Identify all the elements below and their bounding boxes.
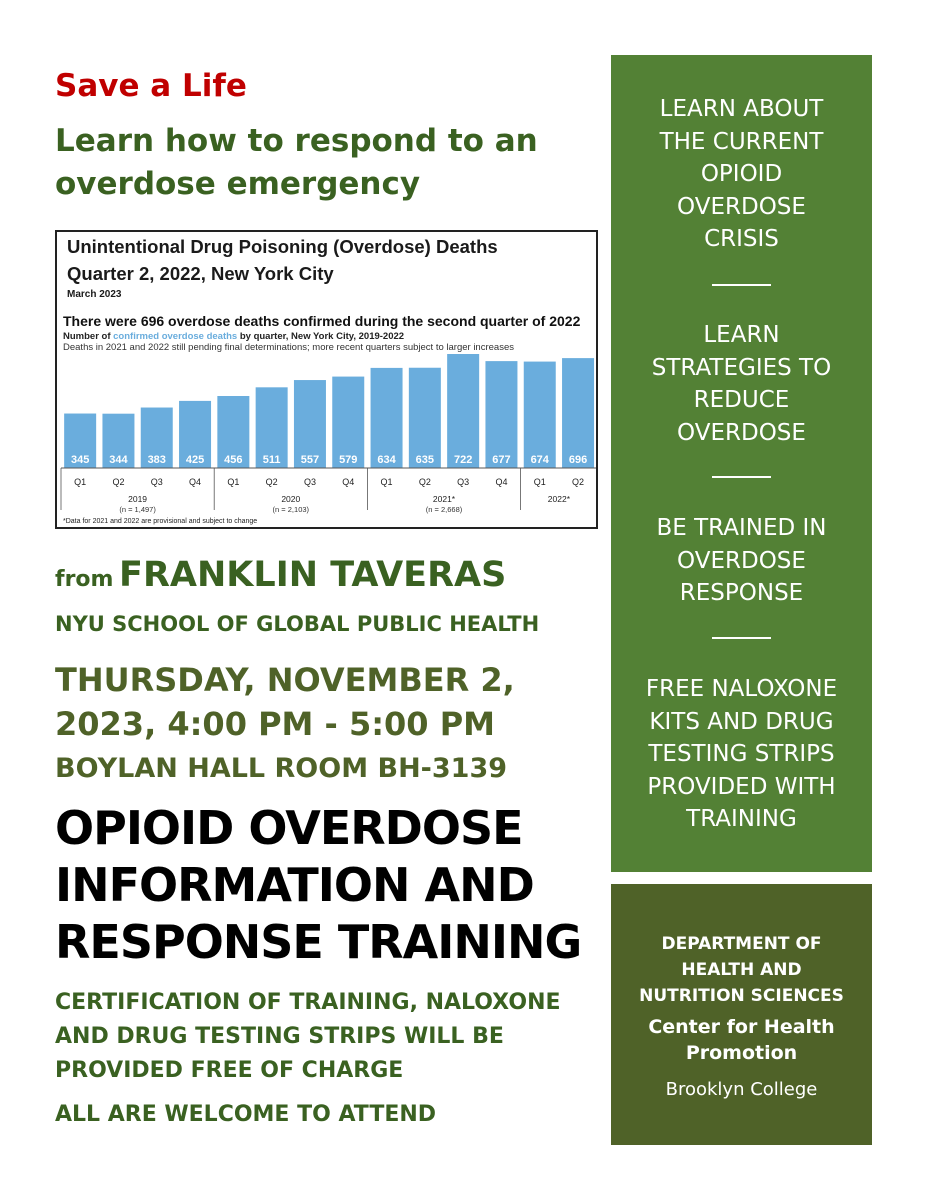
training-title — [55, 800, 615, 971]
panel-divider — [712, 476, 771, 478]
x-group-label: 2022* — [547, 494, 571, 504]
department-line: DEPARTMENT OF — [661, 934, 822, 954]
chart-bar — [524, 362, 556, 468]
subheadline — [55, 120, 575, 206]
chart-headline: There were 696 overdose deaths confirmed during the second quarter of 2022 — [63, 313, 581, 329]
x-group-total: (n = 2,103) — [272, 505, 310, 514]
bar-value-label: 456 — [224, 454, 243, 466]
topic-line: CRISIS — [704, 226, 779, 252]
chart-title: Unintentional Drug Poisoning (Overdose) Deaths — [67, 236, 498, 257]
training-title-line-3: RESPONSE TRAINING — [55, 915, 582, 969]
topic-line: REDUCE — [693, 387, 790, 413]
x-tick-label: Q3 — [457, 477, 470, 487]
x-tick-label: Q2 — [572, 477, 585, 487]
event-location: BOYLAN HALL ROOM BH-3139 — [55, 753, 508, 784]
bar-value-label: 345 — [70, 454, 90, 466]
x-tick-label: Q1 — [380, 477, 393, 487]
chart-bar — [409, 368, 441, 468]
x-tick-label: Q1 — [533, 477, 546, 487]
bar-value-label: 696 — [568, 454, 588, 466]
bar-value-label: 635 — [415, 454, 435, 466]
bar-value-label: 383 — [147, 454, 166, 466]
topic-line: TESTING STRIPS — [648, 741, 835, 767]
headline: Save a Life — [55, 68, 247, 104]
event-date-line-1: THURSDAY, NOVEMBER 2, — [55, 661, 515, 699]
topic-line: LEARN ABOUT — [659, 96, 824, 122]
bar-value-label: 722 — [453, 454, 473, 466]
topic-block-training — [611, 512, 872, 610]
department-line: NUTRITION SCIENCES — [639, 986, 844, 1006]
x-tick-label: Q2 — [112, 477, 125, 487]
bar-value-label: 634 — [377, 454, 396, 466]
certification-line-2: AND DRUG TESTING STRIPS WILL BE — [55, 1024, 504, 1049]
college-name: Brooklyn College — [665, 1079, 818, 1100]
topic-line: OVERDOSE — [677, 547, 806, 574]
chart-description-c: by quarter, New York City, 2019-2022 — [237, 331, 405, 342]
bar-value-label: 425 — [185, 454, 205, 466]
center-name — [611, 1014, 872, 1066]
topic-line: PROVIDED WITH — [647, 773, 836, 800]
x-group-label: 2021* — [432, 494, 456, 504]
bar-value-label: 677 — [492, 454, 511, 466]
certification-line-1: CERTIFICATION OF TRAINING, NALOXONE — [55, 990, 561, 1015]
topic-line: OVERDOSE — [677, 193, 806, 220]
certification-note — [55, 986, 615, 1088]
x-tick-label: Q4 — [495, 477, 508, 487]
x-tick-label: Q2 — [418, 477, 431, 487]
department-line: HEALTH AND — [681, 960, 802, 980]
topic-line: RESPONSE — [679, 580, 804, 606]
x-tick-label: Q3 — [150, 477, 163, 487]
bar-value-label: 511 — [262, 454, 281, 466]
x-tick-label: Q4 — [189, 477, 202, 487]
bar-value-label: 557 — [300, 454, 320, 466]
chart-plot — [57, 232, 596, 527]
topic-line: OVERDOSE — [677, 419, 806, 446]
chart-bar — [447, 354, 479, 468]
topic-line: STRATEGIES TO — [651, 354, 832, 381]
topic-line: LEARN — [703, 322, 780, 348]
training-title-line-1: OPIOID OVERDOSE — [55, 801, 523, 855]
overdose-chart — [55, 230, 598, 529]
speaker-affiliation: NYU SCHOOL OF GLOBAL PUBLIC HEALTH — [55, 612, 540, 636]
welcome-note: ALL ARE WELCOME TO ATTEND — [55, 1102, 437, 1127]
chart-subtitle: Quarter 2, 2022, New York City — [67, 263, 334, 284]
x-group-total: (n = 2,668) — [425, 505, 463, 514]
topic-line: BE TRAINED IN — [656, 515, 827, 541]
topic-line: TRAINING — [686, 806, 797, 832]
topic-line: KITS AND DRUG — [649, 708, 834, 735]
topics-panel — [611, 55, 872, 872]
x-group-total: (n = 1,497) — [119, 505, 156, 514]
chart-bar — [485, 361, 517, 468]
certification-line-3: PROVIDED FREE OF CHARGE — [55, 1058, 404, 1083]
bar-value-label: 674 — [530, 454, 549, 466]
x-tick-label: Q1 — [227, 477, 240, 487]
x-group-label: 2020 — [281, 494, 301, 504]
bar-value-label: 579 — [339, 454, 358, 466]
panel-divider — [712, 637, 771, 639]
department-panel — [611, 884, 872, 1145]
chart-footnote: *Data for 2021 and 2022 are provisional and subject to change — [63, 518, 258, 525]
event-date-line-2: 2023, 4:00 PM - 5:00 PM — [55, 705, 495, 743]
speaker-line — [55, 555, 506, 595]
event-datetime — [55, 658, 595, 746]
center-line: Center for Health — [648, 1016, 835, 1038]
chart-bar — [371, 368, 403, 468]
from-prefix: from — [55, 567, 114, 592]
chart-description-highlight: confirmed overdose deaths — [113, 331, 238, 342]
chart-note: Deaths in 2021 and 2022 still pending final determinations; more recent quarters subject to larger increases — [63, 342, 514, 353]
x-tick-label: Q4 — [342, 477, 355, 487]
panel-divider — [712, 284, 771, 286]
topic-line: OPIOID — [700, 161, 783, 187]
topic-line: FREE NALOXONE — [645, 676, 838, 702]
subheadline-line-1: Learn how to respond to an — [55, 123, 538, 159]
center-line: Promotion — [685, 1042, 798, 1064]
training-title-line-2: INFORMATION AND — [55, 858, 534, 912]
topic-block-strategies — [611, 319, 872, 449]
bar-value-label: 344 — [109, 454, 128, 466]
department-name — [611, 931, 872, 1009]
x-group-label: 2019 — [128, 494, 148, 504]
x-tick-label: Q1 — [74, 477, 87, 487]
chart-bar — [562, 358, 594, 468]
chart-date: March 2023 — [67, 289, 122, 300]
topic-line: THE CURRENT — [659, 128, 824, 155]
speaker-name: FRANKLIN TAVERAS — [119, 555, 507, 595]
x-tick-label: Q2 — [265, 477, 278, 487]
topic-block-naloxone — [611, 673, 872, 836]
x-tick-label: Q3 — [303, 477, 316, 487]
topic-block-crisis — [611, 93, 872, 256]
subheadline-line-2: overdose emergency — [55, 166, 421, 202]
chart-description-a: Number of — [63, 331, 114, 342]
